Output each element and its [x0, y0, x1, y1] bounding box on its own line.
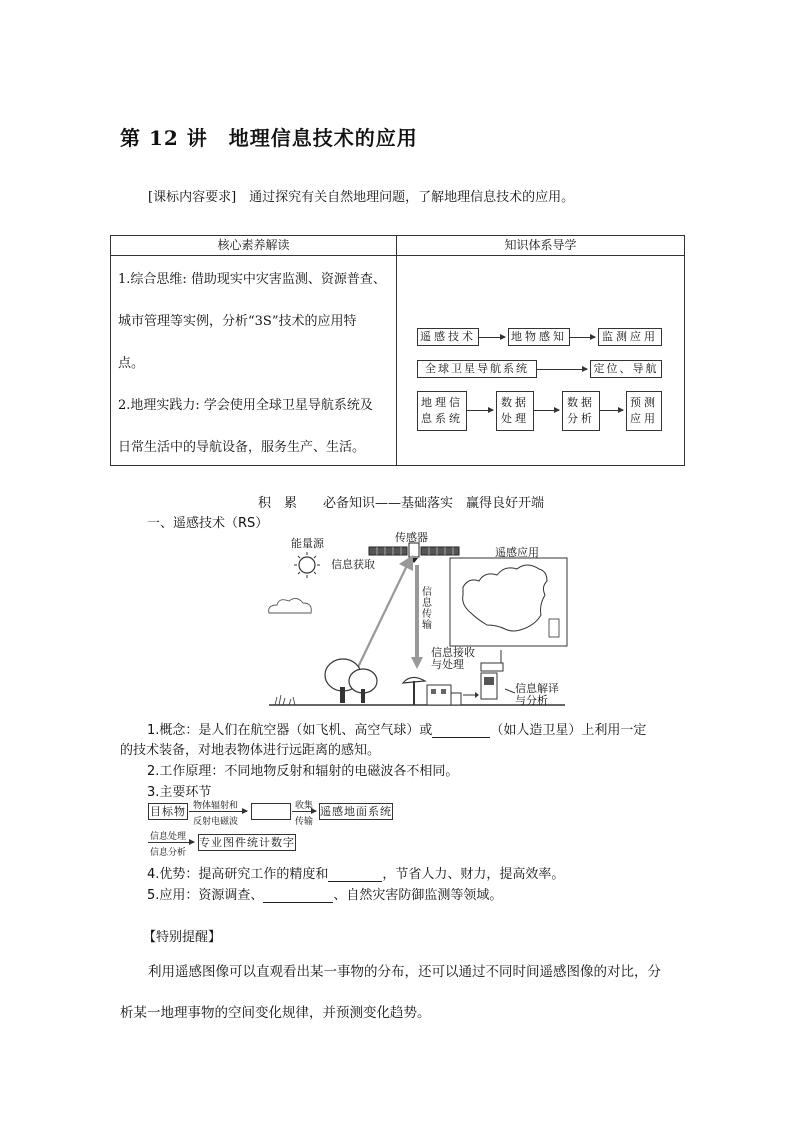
step-arrow-label-top: 信息处理 [150, 832, 187, 842]
subheading-rs: 一、遥感技术（RS） [147, 516, 269, 531]
flow-box-line: 息系统 [421, 412, 463, 425]
step-arrow [189, 811, 247, 812]
concept-text: 1.概念：是人们在航空器（如飞机、高空气球）或 [147, 723, 433, 738]
flow-box-gnss: 全球卫星导航系统 [417, 360, 537, 378]
flow-arrow [479, 337, 505, 338]
step-arrow-label-top: 物体辐射和 [193, 801, 239, 811]
label-line: 与处理 [431, 658, 464, 671]
flow-box-data-processing [496, 391, 534, 431]
flow-box-positioning: 定位、导航 [590, 360, 662, 378]
flow-box-line: 数据 [501, 396, 529, 409]
step-arrow-label-top: 收集 [295, 801, 314, 811]
flow-box-line: 地理信 [421, 396, 463, 409]
signal-arrows [353, 555, 423, 676]
flow-box-data-analysis [562, 391, 600, 431]
label-sensor: 传感器 [395, 531, 428, 544]
label-info-transmit [422, 587, 432, 631]
literacy-line: 日常生活中的导航设备，服务生产、生活。 [118, 440, 366, 455]
computer-icon [481, 650, 503, 699]
flow-box-rs: 遥感技术 [417, 328, 479, 346]
flow-arrow [537, 369, 587, 370]
fill-blank[interactable] [432, 725, 490, 738]
flow-box-sensing: 地物感知 [508, 328, 570, 346]
steps-diagram [147, 798, 407, 856]
literacy-line: 城市管理等实例，分析“3S”技术的应用特 [118, 314, 357, 329]
label-rs-application: 遥感应用 [495, 546, 539, 559]
satellite-icon [369, 543, 459, 563]
step-product: 专业图件统计数字 [199, 836, 295, 849]
advantage-text: 4.优势：提高研究工作的精度和 [147, 867, 329, 882]
label-receive-process [431, 647, 475, 671]
flow-box-line: 分析 [567, 412, 595, 425]
application-line [147, 884, 502, 903]
flow-arrow [600, 410, 623, 411]
literacy-line: 2.地理实践力: 学会使用全球卫星导航系统及 [118, 398, 373, 413]
label-line: 与分析 [515, 694, 548, 707]
header-knowledge-system: 知识体系导学 [397, 236, 685, 256]
step-arrow-label-bottom: 信息分析 [150, 848, 187, 858]
section-heading: 积 累 必备知识——基础落实 赢得良好开端 [258, 496, 545, 511]
label-char: 信 [422, 587, 432, 598]
label-info-acquire: 信息获取 [331, 558, 375, 571]
grass-icon [275, 695, 295, 705]
sun-icon [294, 552, 320, 578]
flow-box-prediction [626, 391, 662, 431]
flow-box-line: 应用 [630, 412, 658, 425]
application-text: 、自然灾害防御监测等领域。 [333, 888, 503, 903]
satellite-dish-icon [403, 677, 425, 705]
advantage-text: ，节省人力、财力，提高效率。 [382, 867, 565, 882]
advantage-line [147, 863, 564, 882]
application-text: 5.应用：资源调查、 [147, 888, 264, 903]
special-reminder-line-1: 利用遥感图像可以直观看出某一事物的分布，还可以通过不同时间遥感图像的对比，分 [148, 964, 661, 980]
flow-box-gis [417, 391, 467, 431]
flow-box-line: 数据 [567, 396, 595, 409]
tree-icon [325, 659, 377, 703]
step-arrow-label-bottom: 传输 [295, 817, 314, 827]
special-reminder-title: 【特别提醒】 [143, 930, 222, 945]
overview-table [110, 235, 685, 466]
curriculum-requirement: [课标内容要求] 通过探究有关自然地理问题，了解地理信息技术的应用。 [148, 190, 575, 205]
label-char: 传 [422, 609, 432, 620]
step-ground-system: 遥感地面系统 [320, 805, 392, 818]
flow-arrow [467, 410, 493, 411]
principle-line: 2.工作原理：不同地物反射和辐射的电磁波各不相同。 [147, 764, 459, 779]
special-reminder-line-2: 析某一地理事物的空间变化规律，并预测变化趋势。 [120, 1005, 431, 1021]
concept-line-2: 的技术装备，对地表物体进行远距离的感知。 [120, 743, 381, 758]
page-title: 第 12 讲 地理信息技术的应用 [120, 126, 418, 150]
flow-arrow [534, 410, 559, 411]
main-steps-heading: 3.主要环节 [147, 785, 212, 800]
literacy-line: 1.综合思维: 借助现实中灾害监测、资源普查、 [118, 272, 386, 287]
literacy-line: 点。 [118, 356, 145, 371]
flow-box-monitor: 监测应用 [598, 328, 662, 346]
knowledge-flowchart [397, 256, 685, 466]
concept-text: （如人造卫星）上利用一定 [490, 723, 647, 738]
label-line: 信息解译 [515, 682, 559, 695]
label-line: 信息接收 [431, 646, 475, 659]
flow-box-line: 预测 [630, 396, 658, 409]
core-literacy-cell [111, 256, 397, 466]
step-blank-box[interactable] [251, 803, 291, 820]
remote-sensing-figure [265, 525, 575, 710]
label-energy-source: 能量源 [291, 537, 324, 550]
receiving-station-icon [427, 685, 461, 705]
flow-box-line: 处理 [501, 412, 529, 425]
step-arrow [292, 811, 316, 812]
header-core-literacy: 核心素养解读 [111, 236, 397, 256]
label-interpret-analyze [515, 683, 559, 707]
flow-arrow [570, 337, 595, 338]
fill-blank[interactable] [328, 869, 382, 882]
concept-line-1 [147, 719, 646, 738]
step-arrow-label-bottom: 反射电磁波 [193, 817, 239, 827]
step-target-object: 目标物 [150, 805, 186, 818]
cloud-icon [269, 598, 312, 613]
label-char: 输 [422, 620, 432, 631]
step-arrow [148, 842, 194, 843]
fill-blank[interactable] [263, 890, 333, 903]
label-char: 息 [422, 598, 432, 609]
